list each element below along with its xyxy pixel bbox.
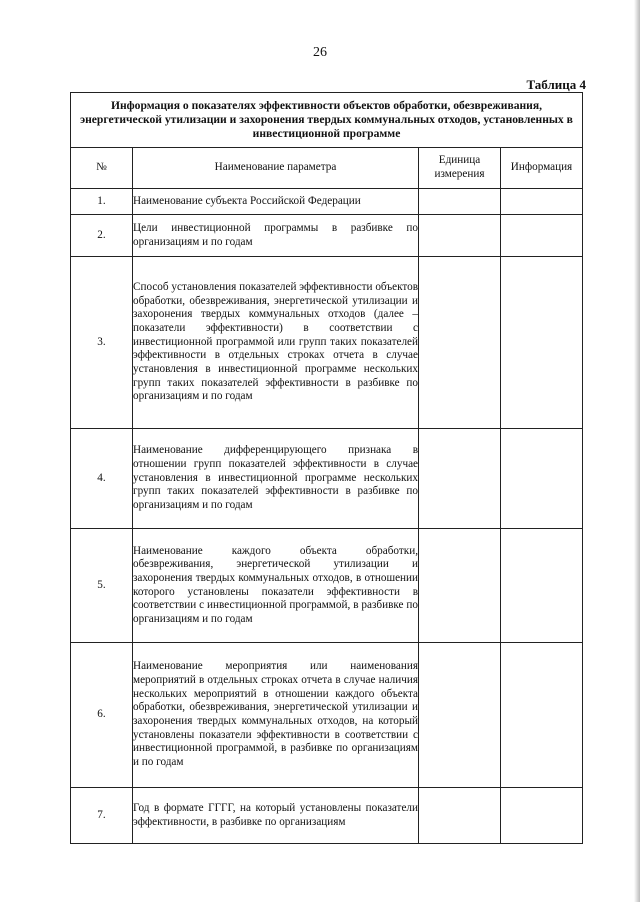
row-unit-cell: [419, 788, 501, 844]
row-number: 3.: [71, 257, 133, 429]
row-parameter: Наименование мероприятия или наименования мероприятий в отдельных строках отчета в случае наличия нескольких мероприятий в отношении каждого объекта обработки, обезвреживания, энергетической утилизации и захоронения твердых коммунальных отходов, на который установлены показатели эффективности в соответствии с инвестиционной программой, в разбивке по организациям и по годам: [133, 643, 419, 788]
table-row: [71, 257, 583, 429]
row-parameter: Наименование дифференцирующего признака в отношении групп показателей эффективности в случае установления в инвестиционной программе нескольких групп таких показателей эффективности в разбивке по организациям и по годам: [133, 429, 419, 529]
row-unit-cell: [419, 189, 501, 215]
header-num: №: [71, 148, 133, 189]
row-info-cell: [501, 215, 583, 257]
table-row: [71, 643, 583, 788]
page-number: 26: [313, 45, 327, 60]
row-number: 6.: [71, 643, 133, 788]
row-number: 1.: [71, 189, 133, 215]
row-parameter: Наименование каждого объекта обработки, обезвреживания, энергетической утилизации и захоронения твердых коммунальных отходов, в отношении которого установлены показатели эффективности в соответствии с инвестиционной программой, в разбивке по организациям и по годам: [133, 529, 419, 643]
row-info-cell: [501, 788, 583, 844]
row-info-cell: [501, 529, 583, 643]
scan-edge-shadow: [634, 0, 640, 902]
row-number: 4.: [71, 429, 133, 529]
row-info-cell: [501, 429, 583, 529]
row-info-cell: [501, 643, 583, 788]
header-param: Наименование параметра: [133, 148, 419, 189]
indicators-table: [70, 92, 583, 844]
table-row: [71, 215, 583, 257]
row-number: 5.: [71, 529, 133, 643]
header-info: Информация: [501, 148, 583, 189]
row-number: 2.: [71, 215, 133, 257]
row-info-cell: [501, 257, 583, 429]
row-parameter: Цели инвестиционной программы в разбивке по организациям и по годам: [133, 215, 419, 257]
header-unit: Единица измерения: [419, 148, 501, 189]
table-title: Информация о показателях эффективности объектов обработки, обезвреживания, энергетической утилизации и захоронения твердых коммунальных отходов, установленных в инвестиционной программе: [71, 93, 583, 148]
row-parameter: Способ установления показателей эффективности объектов обработки, обезвреживания, энергетической утилизации и захоронения твердых коммунальных отходов (далее – показатели эффективности) в соответствии с инвестиционной программой или групп таких показателей эффективности в отдельных строках отчета в случае установления в инвестиционной программе нескольких групп таких показателей эффективности в разбивке по организациям и по годам: [133, 257, 419, 429]
table-row: [71, 189, 583, 215]
row-number: 7.: [71, 788, 133, 844]
table-header-row: [71, 148, 583, 189]
row-info-cell: [501, 189, 583, 215]
table-row: [71, 788, 583, 844]
table-label: Таблица 4: [526, 77, 586, 92]
row-unit-cell: [419, 257, 501, 429]
table-row: [71, 429, 583, 529]
row-parameter: Год в формате ГГГГ, на который установлены показатели эффективности, в разбивке по организациям: [133, 788, 419, 844]
row-unit-cell: [419, 643, 501, 788]
row-parameter: Наименование субъекта Российской Федерации: [133, 189, 419, 215]
row-unit-cell: [419, 529, 501, 643]
row-unit-cell: [419, 429, 501, 529]
row-unit-cell: [419, 215, 501, 257]
table-row: [71, 529, 583, 643]
